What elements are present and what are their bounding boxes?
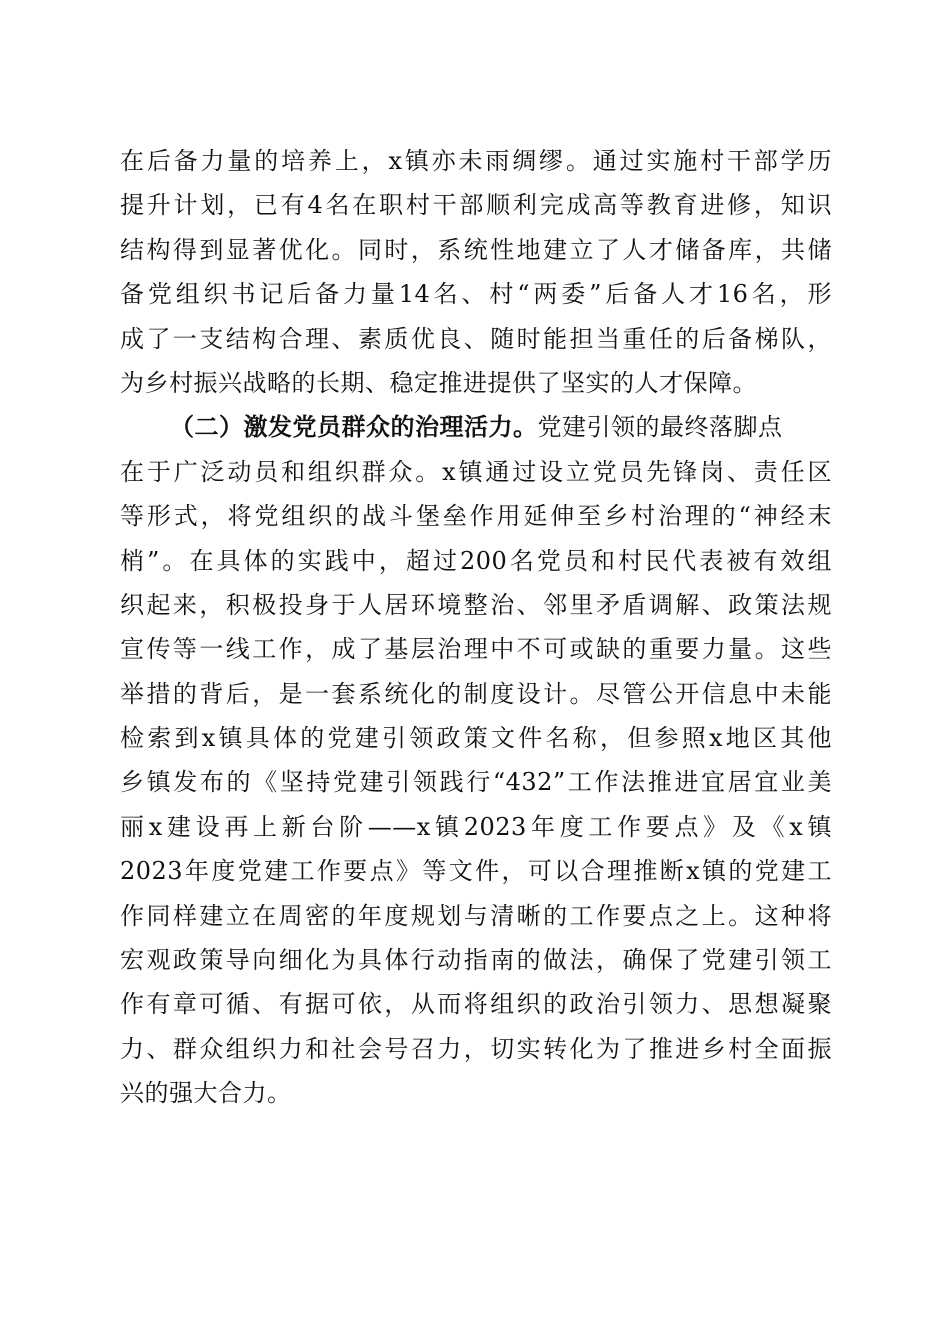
- text-line: 在于广泛动员和组织群众。x镇通过设立党员先锋岗、责任区: [120, 457, 832, 486]
- text-line: 备党组织书记后备力量14名、村“两委”后备人才16名，形: [120, 280, 832, 309]
- text-line: 宏观政策导向细化为具体行动指南的做法，确保了党建引领工: [120, 946, 832, 975]
- text-line: 2023年度党建工作要点》等文件，可以合理推断x镇的党建工: [120, 857, 832, 886]
- text-line: 等形式，将党组织的战斗堡垒作用延伸至乡村治理的“神经末: [120, 502, 832, 531]
- text-line: 梢”。在具体的实践中，超过200名党员和村民代表被有效组: [120, 546, 832, 575]
- text-line: 兴的强大合力。: [120, 1079, 292, 1108]
- paragraph-talent-reserve: [120, 139, 832, 1116]
- text-segment: 党建引领的最终落脚点: [537, 413, 783, 442]
- text-line: 结构得到显著优化。同时，系统性地建立了人才储备库，共储: [120, 235, 832, 264]
- text-line: 检索到x镇具体的党建引领政策文件名称，但参照x地区其他: [120, 724, 832, 753]
- text-line: 力、群众组织力和社会号召力，切实转化为了推进乡村全面振: [120, 1034, 832, 1063]
- text-line: 作有章可循、有据可依，从而将组织的政治引领力、思想凝聚: [120, 990, 832, 1019]
- section-heading-line: [120, 405, 832, 449]
- text-line: 乡镇发布的《坚持党建引领践行“432”工作法推进宜居宜业美: [120, 768, 832, 797]
- section-heading: （二）激发党员群众的治理活力。: [170, 412, 538, 442]
- text-line: 织起来，积极投身于人居环境整治、邻里矛盾调解、政策法规: [120, 590, 832, 619]
- text-line: 为乡村振兴战略的长期、稳定推进提供了坚实的人才保障。: [120, 368, 757, 397]
- text-line: 丽x建设再上新台阶——x镇2023年度工作要点》及《x镇: [120, 812, 832, 841]
- text-line: 提升计划，已有4名在职村干部顺利完成高等教育进修，知识: [120, 191, 832, 220]
- text-line: 作同样建立在周密的年度规划与清晰的工作要点之上。这种将: [120, 901, 832, 930]
- text-line: 在后备力量的培养上，x镇亦未雨绸缪。通过实施村干部学历: [120, 147, 832, 175]
- text-line: 举措的背后，是一套系统化的制度设计。尽管公开信息中未能: [120, 679, 832, 708]
- text-line: 成了一支结构合理、素质优良、随时能担当重任的后备梯队，: [120, 324, 832, 353]
- text-line: 宣传等一线工作，成了基层治理中不可或缺的重要力量。这些: [120, 635, 832, 664]
